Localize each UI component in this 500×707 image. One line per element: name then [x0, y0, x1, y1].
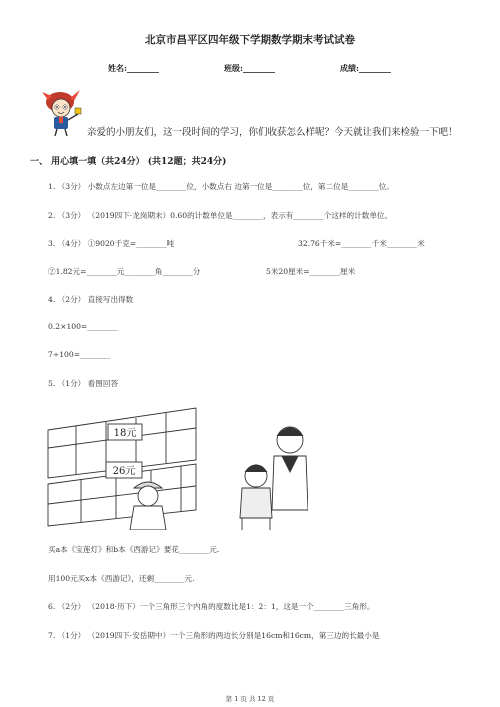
question-1: 1. （3分） 小数点左边第一位是________位，小数点右 边第一位是________位，第二位是________位。: [48, 182, 394, 191]
question-5-item-1: 买a本《宝莲灯》和b本《西游记》要花________元.: [48, 545, 220, 554]
page-footer: 第 1 页 共 12 页: [225, 695, 275, 703]
question-4: 4. （2分） 直接写出得数: [48, 295, 134, 304]
question-3-part-4: 5米20厘米=________厘米: [266, 267, 356, 276]
class-field-label: 班级:________: [224, 63, 275, 73]
question-6: 6. （2分） （2018·历下）一个三角形三个内角的度数比是1：2：1，这是一个________三角形。: [48, 602, 375, 611]
mascot-illustration: [40, 88, 86, 138]
question-5-item-2: 用100元买x本《西游记》，还剩________元.: [48, 574, 195, 583]
question-2: 2. （3分） （2019四下·龙岗期末）0.60的计数单位是________，表示有________个这样的计数单位。: [48, 211, 393, 220]
section-heading: 一、 用心填一填（共24分） (共12题；共24分): [30, 157, 227, 167]
question-4-item-2: 7÷100=________: [48, 350, 111, 359]
bookstore-illustration: [46, 400, 308, 530]
price-tag-bottom: 26元: [112, 466, 136, 477]
question-3-part-2: 32.76千米=________千米________米: [298, 239, 425, 248]
welcome-text: 亲爱的小朋友们，这一段时间的学习，你们收获怎么样呢？今天就让我们来检验一下吧！: [87, 127, 458, 138]
score-field-label: 成绩:________: [340, 63, 391, 73]
question-5: 5. （1分） 看图回答: [48, 379, 119, 388]
price-tag-top: 18元: [113, 428, 137, 439]
exam-title: 北京市昌平区四年级下学期数学期末考试试卷: [145, 34, 355, 46]
question-3-part-1: 3. （4分） ①9020千克=________吨: [48, 239, 175, 248]
question-4-item-1: 0.2×100=________: [48, 322, 118, 331]
question-3-part-3: ②1.82元=________元________角________分: [48, 267, 201, 276]
name-field-label: 姓名:________: [108, 63, 159, 73]
question-7: 7. （1分） （2019四下·安岳期中）一个三角形的两边长分别是16cm和16cm，第三边的长最小是: [48, 631, 380, 640]
